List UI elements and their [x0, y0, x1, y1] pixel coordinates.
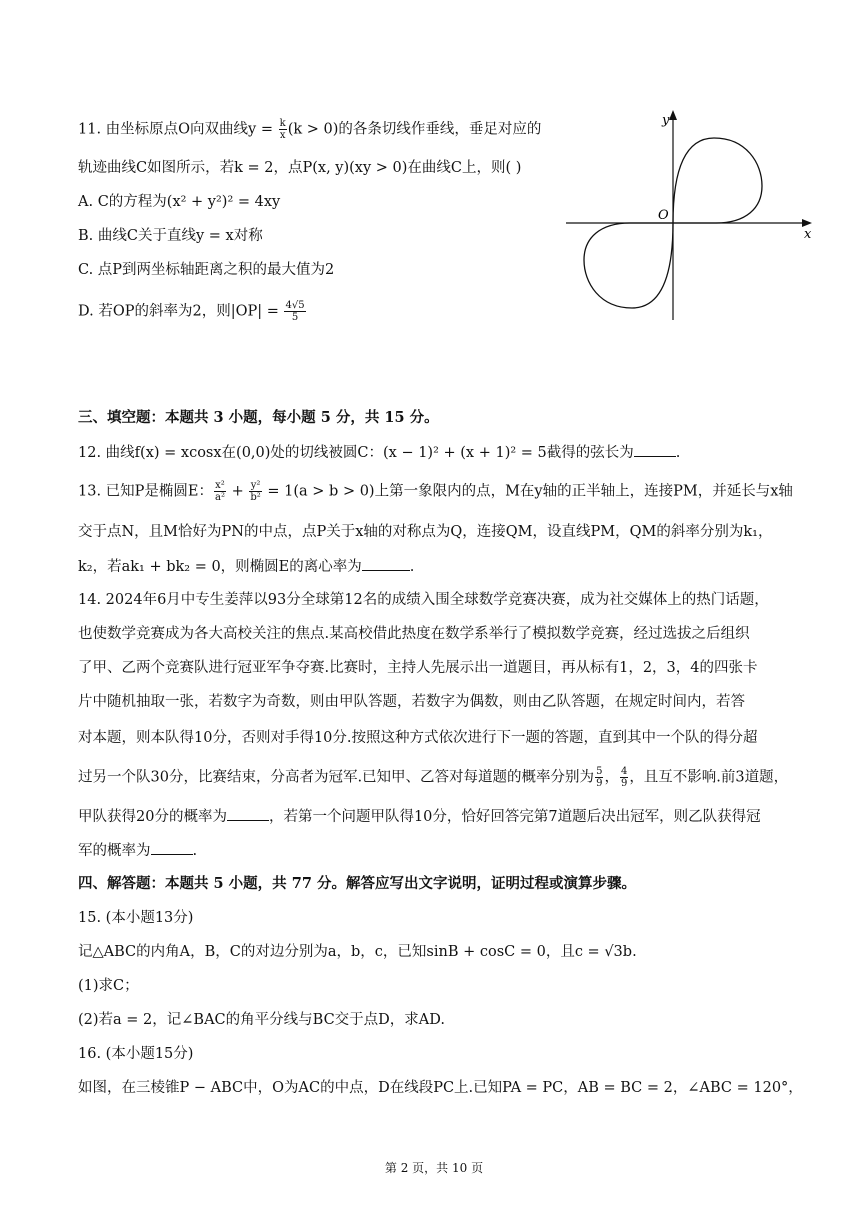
q14-fraction-2: $\frac{4}{9}$	[620, 766, 628, 789]
q14-line3: 了甲、乙两个竞赛队进行冠亚军争夺赛.比赛时，主持人先展示出一道题目，再从标有1，2，3，4的四张卡	[78, 660, 758, 676]
y-axis-label: y	[662, 113, 670, 128]
q14-line6: 过另一个队30分，比赛结束，分高者为冠军.已知甲、乙答对每道题的概率分别为 $\frac{5}{9}$ ， $\frac{4}{9}$ ，且互不影响.前3道题，	[78, 766, 789, 789]
q11-text-cont: (k > 0)的各条切线作垂线，垂足对应的	[287, 121, 542, 138]
q14-line1: 14. 2024年6月中专生姜萍以93分全球第12名的成绩入围全球数学竞赛决赛，成为社交媒体上的热门话题，	[78, 592, 769, 608]
section-4-title: 四、解答题：本题共 5 小题，共 77 分。解答应写出文字说明，证明过程或演算步骤。	[78, 875, 636, 892]
x-axis-label: x	[804, 227, 812, 242]
q12-line: 12. 曲线f(x) = xcosx在(0,0)处的切线被圆C：(x − 1)² + (x + 1)² = 5截得的弦长为 .	[78, 442, 680, 463]
q14-fraction-1: $\frac{5}{9}$	[596, 766, 603, 789]
q15-part2: (2)若a = 2，记∠BAC的角平分线与BC交于点D，求AD.	[78, 1012, 445, 1028]
q11-option-b: B. 曲线C关于直线y = x对称	[78, 228, 263, 244]
q15-header: 15. (本小题13分)	[78, 910, 194, 926]
q14-line5: 对本题，则本队得10分，否则对手得10分.按照这种方式依次进行下一题的答题，直到其中一个队的得分超	[78, 730, 758, 746]
q15-line1: 记△ABC的内角A，B，C的对边分别为a，b，c，已知sinB + cosC = 0，且c = √3b.	[78, 944, 637, 960]
page-footer: 第 2 页，共 10 页	[384, 1161, 484, 1175]
q14-blank-1	[227, 806, 269, 821]
section-3-title: 三、填空题：本题共 3 小题，每小题 5 分，共 15 分。	[78, 409, 439, 426]
q13-fraction-x: $\frac{\text{x²}}{\text{a²}}$	[215, 480, 225, 503]
q14-line7: 甲队获得20分的概率为 ，若第一个问题甲队得10分，恰好回答完第7道题后决出冠军，则乙队获得冠	[78, 806, 761, 827]
q14-line8: 军的概率为 .	[78, 840, 197, 861]
q13-text: 13. 已知P是椭圆E：	[78, 483, 214, 500]
q13-fraction-y: $\frac{\text{y²}}{\text{b²}}$	[250, 480, 261, 503]
q13-line3: k₂，若ak₁ + bk₂ = 0，则椭圆E的离心率为 .	[78, 556, 414, 577]
curve-figure	[566, 108, 816, 323]
q13-text-cont: = 1(a > b > 0)上第一象限内的点，M在y轴的正半轴上，连接PM，并延长与x轴	[262, 483, 793, 500]
q14-line2: 也使数学竞赛成为各大高校关注的焦点.某高校借此热度在数学系举行了模拟数学竞赛，经过选拔之后组织	[78, 626, 750, 642]
y-axis-arrow	[669, 110, 677, 120]
origin-label: O	[658, 208, 669, 223]
q11-text: 11. 由坐标原点O向双曲线y =	[78, 121, 278, 138]
x-axis-arrow	[802, 219, 812, 227]
q16-header: 16. (本小题15分)	[78, 1046, 194, 1062]
q11-option-c: C. 点P到两坐标轴距离之积的最大值为2	[78, 262, 335, 278]
q11-option-a: A. C的方程为(x² + y²)² = 4xy	[78, 194, 281, 210]
q15-part1: (1)求C；	[78, 978, 139, 994]
q12-blank	[634, 442, 676, 457]
q11-option-d	[78, 300, 307, 323]
q14-blank-2	[151, 840, 193, 855]
q11-line2: 轨迹曲线C如图所示，若k = 2，点P(x, y)(xy > 0)在曲线C上，则( )	[78, 160, 522, 176]
curve-upper-loop	[673, 138, 762, 223]
curve-lower-loop	[584, 223, 673, 308]
q13-line1: 13. 已知P是椭圆E： $\frac{\text{x²}}{\text{a²}}$ + $\frac{\text{y²}}{\text{b²}}$ = 1(a > b > 0)上第一象限内的点，M在y轴的正半轴上，连接PM，并延长与x轴	[78, 480, 793, 503]
q11-line1	[78, 118, 541, 141]
q11-option-d-fraction: $\frac{4√5}{5}$	[285, 300, 305, 323]
q14-line4: 片中随机抽取一张，若数字为奇数，则由甲队答题，若数字为偶数，则由乙队答题，在规定时间内，若答	[78, 694, 745, 710]
q11-fraction: $\frac{k}{x}$	[279, 118, 286, 141]
q11-option-d-text: D. 若OP的斜率为2，则|OP| =	[78, 303, 284, 320]
q12-text: 12. 曲线f(x) = xcosx在(0,0)处的切线被圆C：(x − 1)² + (x + 1)² = 5截得的弦长为	[78, 445, 634, 461]
q13-line2: 交于点N，且M恰好为PN的中点，点P关于x轴的对称点为Q，连接QM，设直线PM，QM的斜率分别为k₁，	[78, 524, 773, 540]
q16-line1: 如图，在三棱锥P − ABC中，O为AC的中点，D在线段PC上.已知PA = PC，AB = BC = 2，∠ABC = 120°，	[78, 1080, 803, 1096]
q13-blank	[362, 556, 410, 571]
